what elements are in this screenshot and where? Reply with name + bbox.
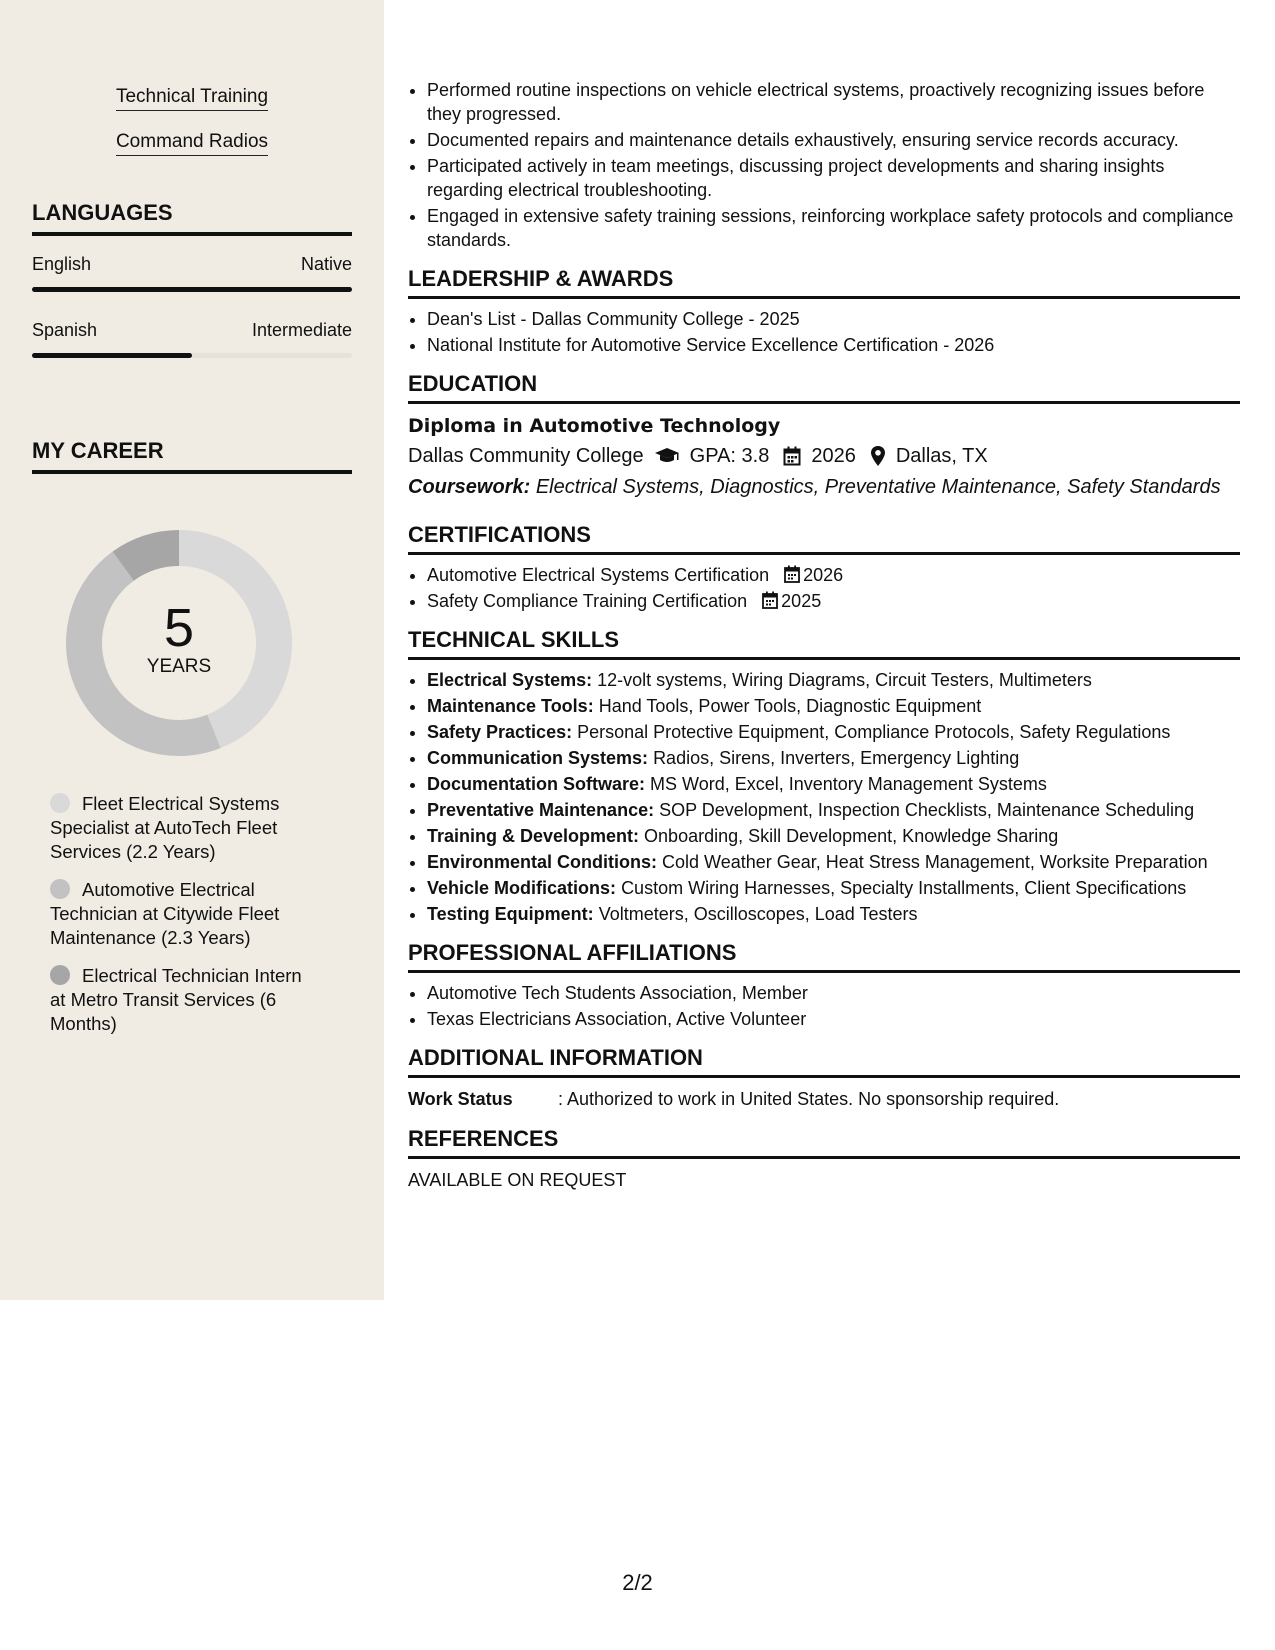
skill-item bbox=[427, 902, 1240, 926]
career-legend-item bbox=[50, 964, 320, 1036]
skill-item bbox=[427, 876, 1240, 900]
skill-item bbox=[427, 850, 1240, 874]
career-legend-item bbox=[50, 878, 320, 950]
coursework bbox=[408, 472, 1240, 502]
certification-year: 2026 bbox=[803, 565, 844, 585]
skill-item bbox=[427, 746, 1240, 770]
affiliation-item: • Automotive Tech Students Association, Member bbox=[427, 981, 1240, 1005]
main-content bbox=[408, 78, 1240, 1193]
language-name: English bbox=[32, 254, 92, 274]
skill-value: Custom Wiring Harnesses, Specialty Installments, Client Specifications bbox=[621, 878, 1187, 898]
skills-list bbox=[408, 668, 1240, 926]
career-donut-center bbox=[66, 530, 292, 756]
skill-item bbox=[427, 668, 1240, 692]
certification-name: Safety Compliance Training Certification bbox=[427, 591, 748, 611]
skill-item bbox=[427, 798, 1240, 822]
degree-title: Diploma in Automotive Technology bbox=[408, 415, 781, 437]
page-number: 2/2 bbox=[622, 1570, 653, 1595]
work-status-value: : Authorized to work in United States. No sponsorship required. bbox=[558, 1089, 1060, 1109]
certification-item bbox=[427, 589, 1240, 613]
career-item-text: Fleet Electrical Systems Specialist at AutoTech Fleet Services (2.2 Years) bbox=[50, 793, 280, 862]
skill-value: Voltmeters, Oscilloscopes, Load Testers bbox=[598, 904, 918, 924]
certifications-heading: CERTIFICATIONS bbox=[408, 522, 1240, 555]
language-level: Intermediate bbox=[251, 320, 352, 340]
certification-item bbox=[427, 563, 1240, 587]
skill-item bbox=[427, 824, 1240, 848]
location-pin-icon bbox=[870, 445, 886, 467]
skill-label: Safety Practices: bbox=[427, 722, 573, 742]
certification-year: 2025 bbox=[781, 591, 822, 611]
work-status-label: Work Status bbox=[408, 1089, 513, 1109]
certification-name: Automotive Electrical Systems Certification bbox=[427, 565, 770, 585]
language-level: Native bbox=[300, 254, 352, 274]
legend-dot bbox=[50, 793, 70, 813]
experience-bullet: • Engaged in extensive safety training sessions, reinforcing workplace safety protocols and compliance standards. bbox=[427, 204, 1240, 252]
language-row-english bbox=[32, 254, 352, 275]
language-name: Spanish bbox=[32, 320, 98, 340]
skills-heading: TECHNICAL SKILLS bbox=[408, 627, 1240, 660]
coursework-value: Electrical Systems, Diagnostics, Preventative Maintenance, Safety Standards bbox=[535, 476, 1221, 498]
career-legend bbox=[50, 792, 320, 1050]
career-item-text: Electrical Technician Intern at Metro Transit Services (6 Months) bbox=[50, 965, 302, 1034]
language-bar-fill bbox=[32, 287, 352, 292]
career-heading: MY CAREER bbox=[32, 438, 352, 474]
calendar-icon bbox=[784, 565, 800, 583]
sidebar bbox=[0, 0, 384, 1300]
skill-label: Testing Equipment: bbox=[427, 904, 594, 924]
language-bar-english bbox=[32, 287, 352, 292]
skill-value: MS Word, Excel, Inventory Management Systems bbox=[650, 774, 1047, 794]
skill-value: Onboarding, Skill Development, Knowledge Sharing bbox=[644, 826, 1059, 846]
skill-label: Maintenance Tools: bbox=[427, 696, 594, 716]
skill-label: Documentation Software: bbox=[427, 774, 646, 794]
affiliations-heading: PROFESSIONAL AFFILIATIONS bbox=[408, 940, 1240, 973]
calendar-icon bbox=[783, 446, 801, 466]
gpa: GPA: 3.8 bbox=[689, 445, 770, 467]
school-name: Dallas Community College bbox=[408, 445, 644, 467]
additional-info-heading: ADDITIONAL INFORMATION bbox=[408, 1045, 1240, 1078]
education-heading: EDUCATION bbox=[408, 371, 1240, 404]
certifications-list bbox=[408, 563, 1240, 613]
skill-label: Environmental Conditions: bbox=[427, 852, 658, 872]
skill-item bbox=[427, 772, 1240, 796]
skill-label: Training & Development: bbox=[427, 826, 640, 846]
career-legend-item bbox=[50, 792, 320, 864]
experience-bullet: • Documented repairs and maintenance details exhaustively, ensuring service records accuracy. bbox=[427, 128, 1240, 152]
references-heading: REFERENCES bbox=[408, 1126, 1240, 1159]
language-bar-spanish bbox=[32, 353, 352, 358]
skill-item bbox=[427, 720, 1240, 744]
skill-tag-technical-training: Technical Training bbox=[116, 86, 268, 111]
skill-label: Communication Systems: bbox=[427, 748, 649, 768]
legend-dot bbox=[50, 965, 70, 985]
skill-item bbox=[427, 694, 1240, 718]
leadership-heading: LEADERSHIP & AWARDS bbox=[408, 266, 1240, 299]
coursework-label: Coursework: bbox=[408, 476, 531, 498]
affiliations-list bbox=[408, 981, 1240, 1031]
education-meta bbox=[408, 440, 1240, 472]
skill-tags bbox=[0, 86, 384, 176]
languages-heading: LANGUAGES bbox=[32, 200, 352, 236]
leadership-list bbox=[408, 307, 1240, 357]
skill-value: Radios, Sirens, Inverters, Emergency Lighting bbox=[653, 748, 1020, 768]
skill-value: Hand Tools, Power Tools, Diagnostic Equipment bbox=[598, 696, 982, 716]
skill-value: SOP Development, Inspection Checklists, Maintenance Scheduling bbox=[659, 800, 1195, 820]
experience-bullet: • Participated actively in team meetings, discussing project developments and sharing insights regarding electrical troubleshooting. bbox=[427, 154, 1240, 202]
skill-label: Vehicle Modifications: bbox=[427, 878, 617, 898]
legend-dot bbox=[50, 879, 70, 899]
language-bar-fill bbox=[32, 353, 192, 358]
affiliation-item: • Texas Electricians Association, Active Volunteer bbox=[427, 1007, 1240, 1031]
skill-tag-command-radios: Command Radios bbox=[116, 131, 268, 156]
experience-bullet: • Performed routine inspections on vehicle electrical systems, proactively recognizing issues before they progressed. bbox=[427, 78, 1240, 126]
experience-bullets bbox=[408, 78, 1240, 252]
references-text: AVAILABLE ON REQUEST bbox=[408, 1170, 627, 1190]
skill-value: Personal Protective Equipment, Compliance Protocols, Safety Regulations bbox=[577, 722, 1171, 742]
calendar-icon bbox=[762, 591, 778, 609]
skill-label: Preventative Maintenance: bbox=[427, 800, 655, 820]
leadership-item: • Dean's List - Dallas Community College - 2025 bbox=[427, 307, 1240, 331]
skill-value: 12-volt systems, Wiring Diagrams, Circuit Testers, Multimeters bbox=[597, 670, 1092, 690]
graduation-cap-icon bbox=[654, 447, 680, 465]
career-item-text: Automotive Electrical Technician at Citywide Fleet Maintenance (2.3 Years) bbox=[50, 879, 280, 948]
career-total-years: 5 bbox=[163, 598, 195, 658]
leadership-item: • National Institute for Automotive Service Excellence Certification - 2026 bbox=[427, 333, 1240, 357]
skill-value: Cold Weather Gear, Heat Stress Management, Worksite Preparation bbox=[662, 852, 1208, 872]
school-location: Dallas, TX bbox=[895, 445, 988, 467]
work-status-row bbox=[408, 1086, 1240, 1112]
career-unit: YEARS bbox=[146, 656, 212, 677]
skill-label: Electrical Systems: bbox=[427, 670, 593, 690]
graduation-year: 2026 bbox=[811, 445, 856, 467]
language-row-spanish bbox=[32, 320, 352, 341]
